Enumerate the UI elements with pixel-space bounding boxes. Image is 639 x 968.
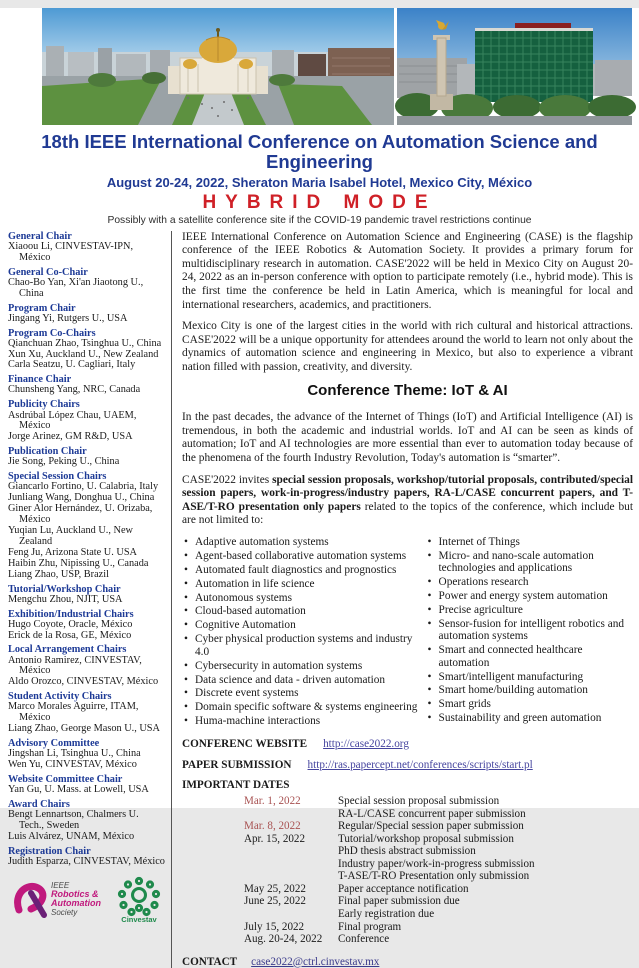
committee-member: Qianchuan Zhao, Tsinghua U., China bbox=[8, 337, 162, 349]
content-area bbox=[0, 231, 639, 968]
committee-member: Liang Zhao, George Mason U., USA bbox=[8, 723, 160, 735]
committee-list bbox=[8, 231, 166, 868]
date-items bbox=[338, 820, 633, 833]
date-items bbox=[338, 883, 633, 896]
topic-item: • Domain specific software & systems engineering bbox=[182, 701, 426, 713]
date-items bbox=[338, 833, 633, 883]
committee-role: Award Chairs bbox=[8, 799, 70, 811]
committee-role: Tutorial/Workshop Chair bbox=[8, 583, 121, 595]
date-value: June 25, 2022 bbox=[244, 895, 306, 908]
committee-member: Carla Seatzu, U. Cagliari, Italy bbox=[8, 359, 136, 371]
committee-member: Jorge Arinez, GM R&D, USA bbox=[8, 431, 133, 443]
committee-member: Giner Alor Hernández, U. Orizaba, México bbox=[8, 503, 153, 526]
committee-member: Erick de la Rosa, GE, México bbox=[8, 629, 132, 641]
committee-group bbox=[8, 644, 166, 688]
mexico-city-panorama-photo bbox=[42, 8, 394, 125]
date-row bbox=[244, 795, 633, 820]
date-items bbox=[338, 795, 633, 820]
website-line bbox=[182, 738, 633, 750]
committee-role: Exhibition/Industrial Chairs bbox=[8, 608, 134, 620]
cinvestav-label: Cinvestav bbox=[121, 914, 157, 924]
svg-text:Society: Society bbox=[51, 907, 78, 917]
committee-member: Junliang Wang, Donghua U., China bbox=[8, 492, 155, 504]
invite-bold: special session proposals, workshop/tutorial proposals, contributed/special session papers, work-in-progress/industry papers, RA-L/CASE concurrent papers, and T-ASE/T-RO presentation only papers bbox=[182, 473, 633, 513]
committee-role: Special Session Chairs bbox=[8, 471, 107, 483]
topic-item: • Smart grids bbox=[426, 698, 633, 710]
website-label: CONFERENC WEBSITE bbox=[182, 738, 308, 751]
topic-item: • Sensor-fusion for intelligent robotics and automation systems bbox=[426, 618, 633, 643]
topic-item: • Micro- and nano-scale automation technologies and applications bbox=[426, 550, 633, 575]
contact-email-link[interactable]: case2022@ctrl.cinvestav.mx bbox=[251, 955, 380, 968]
committee-member: Xiaoou Li, CINVESTAV-IPN, México bbox=[8, 240, 134, 263]
committee-role: Publicity Chairs bbox=[8, 399, 80, 411]
committee-group bbox=[8, 471, 166, 580]
committee-group bbox=[8, 231, 166, 264]
page-subtitle: August 20-24, 2022, Sheraton Maria Isabel Hotel, Mexico City, México bbox=[106, 174, 533, 190]
contact-line bbox=[182, 956, 633, 968]
committee-role: Publication Chair bbox=[8, 446, 87, 458]
date-item: Early registration due bbox=[338, 908, 435, 920]
topics-left bbox=[182, 536, 426, 729]
angel-monument-hotel-photo bbox=[397, 8, 632, 125]
theme-paragraph: In the past decades, the advance of the Internet of Things (IoT) and Artificial Intelligence (AI) is tremendous, in both the academic and industrial worlds. IoT and AI can be seen as kinds of automation; IoT and AI technologies are more essential than ever to automation today because of the phenomena of the fourth Industry Revolution, Today's automation is “smarter”. bbox=[182, 411, 633, 464]
date-item: Conference bbox=[338, 933, 390, 946]
satellite-note: Possibly with a satellite conference site if the COVID-19 pandemic travel restrictions continue bbox=[107, 214, 532, 226]
svg-text:Robotics &: Robotics & bbox=[51, 888, 99, 899]
committee-group bbox=[8, 328, 166, 372]
committee-group bbox=[8, 691, 166, 735]
date-item: RA-L/CASE concurrent paper submission bbox=[338, 807, 526, 820]
page-title: 18th IEEE International Conference on Automation Science and Engineering bbox=[41, 131, 598, 173]
topic-item: • Discrete event systems bbox=[182, 687, 426, 699]
invite-paragraph bbox=[182, 474, 633, 528]
hybrid-mode-banner: HYBRID MODE bbox=[202, 191, 437, 213]
committee-role: Website Committee Chair bbox=[8, 774, 123, 786]
important-dates-heading: IMPORTANT DATES bbox=[182, 779, 290, 792]
date-item: Final paper submission due bbox=[338, 895, 460, 908]
committee-member: Mengchu Zhou, NJIT, USA bbox=[8, 593, 123, 605]
committee-group bbox=[8, 303, 166, 325]
contact-label: CONTACT bbox=[182, 955, 238, 968]
committee-member: Chao-Bo Yan, Xi'an Jiaotong U., China bbox=[8, 276, 144, 299]
date-value: Mar. 8, 2022 bbox=[244, 820, 301, 833]
committee-group bbox=[8, 399, 166, 443]
committee-member: Jingshan Li, Tsinghua U., China bbox=[8, 748, 141, 760]
date-item: Final program bbox=[338, 920, 402, 933]
committee-member: Judith Esparza, CINVESTAV, México bbox=[8, 855, 165, 867]
topic-item: • Internet of Things bbox=[426, 536, 633, 548]
committee-role: General Chair bbox=[8, 230, 72, 242]
topic-item: • Cognitive Automation bbox=[182, 619, 426, 631]
committee-member: Bengt Lennartson, Chalmers U. Tech., Sweden bbox=[8, 809, 139, 832]
topic-item: • Adaptive automation systems bbox=[182, 536, 426, 548]
committee-group bbox=[8, 584, 166, 606]
topic-item: • Autonomous systems bbox=[182, 592, 426, 604]
date-value: Mar. 1, 2022 bbox=[244, 795, 301, 808]
intro-paragraph: IEEE International Conference on Automation Science and Engineering (CASE) is the flagship conference of the IEEE Robotics & Automation Society. It provides a primary forum for multidisciplinary research in automation. CASE'2022 will be held in Mexico City on August 20-24, 2022 as an in-person conference with option to participate remotely (i.e., hybrid mode). This is the first time the conference be held in Latin America, which is meaningful for local and international researchers, academics, and practitioners. bbox=[182, 230, 633, 311]
topic-item: • Automation in life science bbox=[182, 578, 426, 590]
topic-item: • Huma-machine interactions bbox=[182, 715, 426, 727]
svg-text:IEEE: IEEE bbox=[51, 880, 70, 890]
sponsor-logos bbox=[8, 875, 166, 923]
date-row bbox=[244, 921, 633, 934]
topic-item: • Smart/intelligent manufacturing bbox=[426, 671, 633, 683]
committee-role: Advisory Committee bbox=[8, 738, 100, 750]
date-item: Paper acceptance notification bbox=[338, 882, 469, 895]
committee-member: Haibin Zhu, Nipissing U., Canada bbox=[8, 557, 149, 569]
topic-item: • Automated fault diagnostics and prognostics bbox=[182, 564, 426, 576]
date-item: Regular/Special session paper submission bbox=[338, 820, 524, 833]
topic-item: • Cloud-based automation bbox=[182, 605, 426, 617]
committee-member: Feng Ju, Arizona State U. USA bbox=[8, 546, 137, 558]
topics-columns bbox=[182, 536, 633, 729]
topic-item: • Agent-based collaborative automation systems bbox=[182, 550, 426, 562]
committee-role: Local Arrangement Chairs bbox=[8, 644, 127, 656]
website-link[interactable]: http://case2022.org bbox=[323, 738, 409, 751]
committee-member: Wen Yu, CINVESTAV, México bbox=[8, 759, 137, 771]
main-column bbox=[172, 231, 633, 968]
topic-item: • Precise agriculture bbox=[426, 604, 633, 616]
committee-member: Jie Song, Peking U., China bbox=[8, 456, 120, 468]
committee-member: Xun Xu, Auckland U., New Zealand bbox=[8, 348, 159, 360]
header-photos bbox=[42, 8, 633, 125]
submission-label: PAPER SUBMISSION bbox=[182, 759, 292, 772]
conference-theme-heading: Conference Theme: IoT & AI bbox=[307, 382, 508, 400]
date-row bbox=[244, 883, 633, 896]
topic-item: • Smart home/building automation bbox=[426, 684, 633, 696]
committee-group bbox=[8, 374, 166, 396]
committee-member: Chunsheng Yang, NRC, Canada bbox=[8, 384, 141, 396]
committee-member: Asdrúbal López Chau, UAEM, México bbox=[8, 409, 137, 432]
invite-pre: CASE'2022 invites bbox=[182, 473, 273, 486]
ieee-ras-logo-icon bbox=[11, 878, 107, 920]
committee-member: Liang Zhao, USP, Brazil bbox=[8, 568, 109, 580]
date-item: Industry paper/work-in-progress submission bbox=[338, 857, 535, 870]
committee-member: Aldo Orozco, CINVESTAV, México bbox=[8, 676, 159, 688]
committee-group bbox=[8, 799, 166, 843]
topic-item: • Cyber physical production systems and industry 4.0 bbox=[182, 633, 426, 658]
date-row bbox=[244, 895, 633, 920]
committee-group bbox=[8, 267, 166, 300]
committee-sidebar bbox=[8, 231, 172, 968]
date-item: PhD thesis abstract submission bbox=[338, 845, 476, 858]
committee-group bbox=[8, 609, 166, 642]
topic-item: • Data science and data - driven automation bbox=[182, 674, 426, 686]
committee-member: Antonio Ramirez, CINVESTAV, México bbox=[8, 654, 142, 677]
date-row bbox=[244, 833, 633, 883]
committee-group bbox=[8, 738, 166, 771]
date-value: July 15, 2022 bbox=[244, 920, 305, 933]
conference-flyer bbox=[0, 8, 639, 968]
committee-member: Yuqian Lu, Auckland U., New Zealand bbox=[8, 524, 133, 547]
dates-table bbox=[244, 795, 633, 945]
topic-item: • Power and energy system automation bbox=[426, 590, 633, 602]
committee-role: Student Activity Chairs bbox=[8, 691, 112, 703]
committee-member: Jingang Yi, Rutgers U., USA bbox=[8, 312, 128, 324]
topic-item: • Operations research bbox=[426, 576, 633, 588]
date-items bbox=[338, 933, 633, 946]
date-item: Special session proposal submission bbox=[338, 795, 500, 808]
committee-role: Finance Chair bbox=[8, 374, 72, 386]
svg-text:Automation: Automation bbox=[51, 897, 101, 908]
cinvestav-logo-icon bbox=[115, 875, 163, 923]
submission-link[interactable]: http://ras.papercept.net/conferences/scripts/start.pl bbox=[307, 759, 533, 772]
date-item: Tutorial/workshop proposal submission bbox=[338, 832, 514, 845]
date-value: May 25, 2022 bbox=[244, 882, 306, 895]
topic-item: • Smart and connected healthcare automation bbox=[426, 644, 633, 669]
submission-line bbox=[182, 759, 633, 771]
committee-member: Giancarlo Fortino, U. Calabria, Italy bbox=[8, 481, 159, 493]
city-paragraph: Mexico City is one of the largest cities in the world with rich cultural and historical attractions. CASE'2022 will be a unique opportunity for attendees around the world to learn not only about the dynamics of automation science and engineering in Mexico, but also to experience a vibrant nation filled with passion, creativity, and diversity. bbox=[182, 320, 633, 373]
committee-group bbox=[8, 846, 166, 868]
committee-member: Hugo Coyote, Oracle, México bbox=[8, 618, 133, 630]
committee-member: Luis Alvárez, UNAM, México bbox=[8, 830, 135, 842]
date-items bbox=[338, 921, 633, 934]
date-row bbox=[244, 820, 633, 833]
date-value: Apr. 15, 2022 bbox=[244, 832, 306, 845]
committee-role: Registration Chair bbox=[8, 845, 91, 857]
topics-right bbox=[426, 536, 633, 729]
committee-member: Yan Gu, U. Mass. at Lowell, USA bbox=[8, 784, 149, 796]
topic-item: • Cybersecurity in automation systems bbox=[182, 660, 426, 672]
committee-role: General Co-Chair bbox=[8, 266, 88, 278]
topic-item: • Sustainability and green automation bbox=[426, 712, 633, 724]
committee-member: Marco Morales Aguirre, ITAM, México bbox=[8, 701, 139, 724]
date-items bbox=[338, 895, 633, 920]
date-value: Aug. 20-24, 2022 bbox=[244, 933, 323, 946]
committee-group bbox=[8, 774, 166, 796]
date-item: T-ASE/T-RO Presentation only submission bbox=[338, 870, 530, 883]
committee-group bbox=[8, 446, 166, 468]
committee-role: Program Co-Chairs bbox=[8, 327, 96, 339]
invite-post: related to the topics of the conference, which include but are not limited to: bbox=[182, 500, 633, 527]
committee-role: Program Chair bbox=[8, 302, 76, 314]
date-row bbox=[244, 933, 633, 946]
